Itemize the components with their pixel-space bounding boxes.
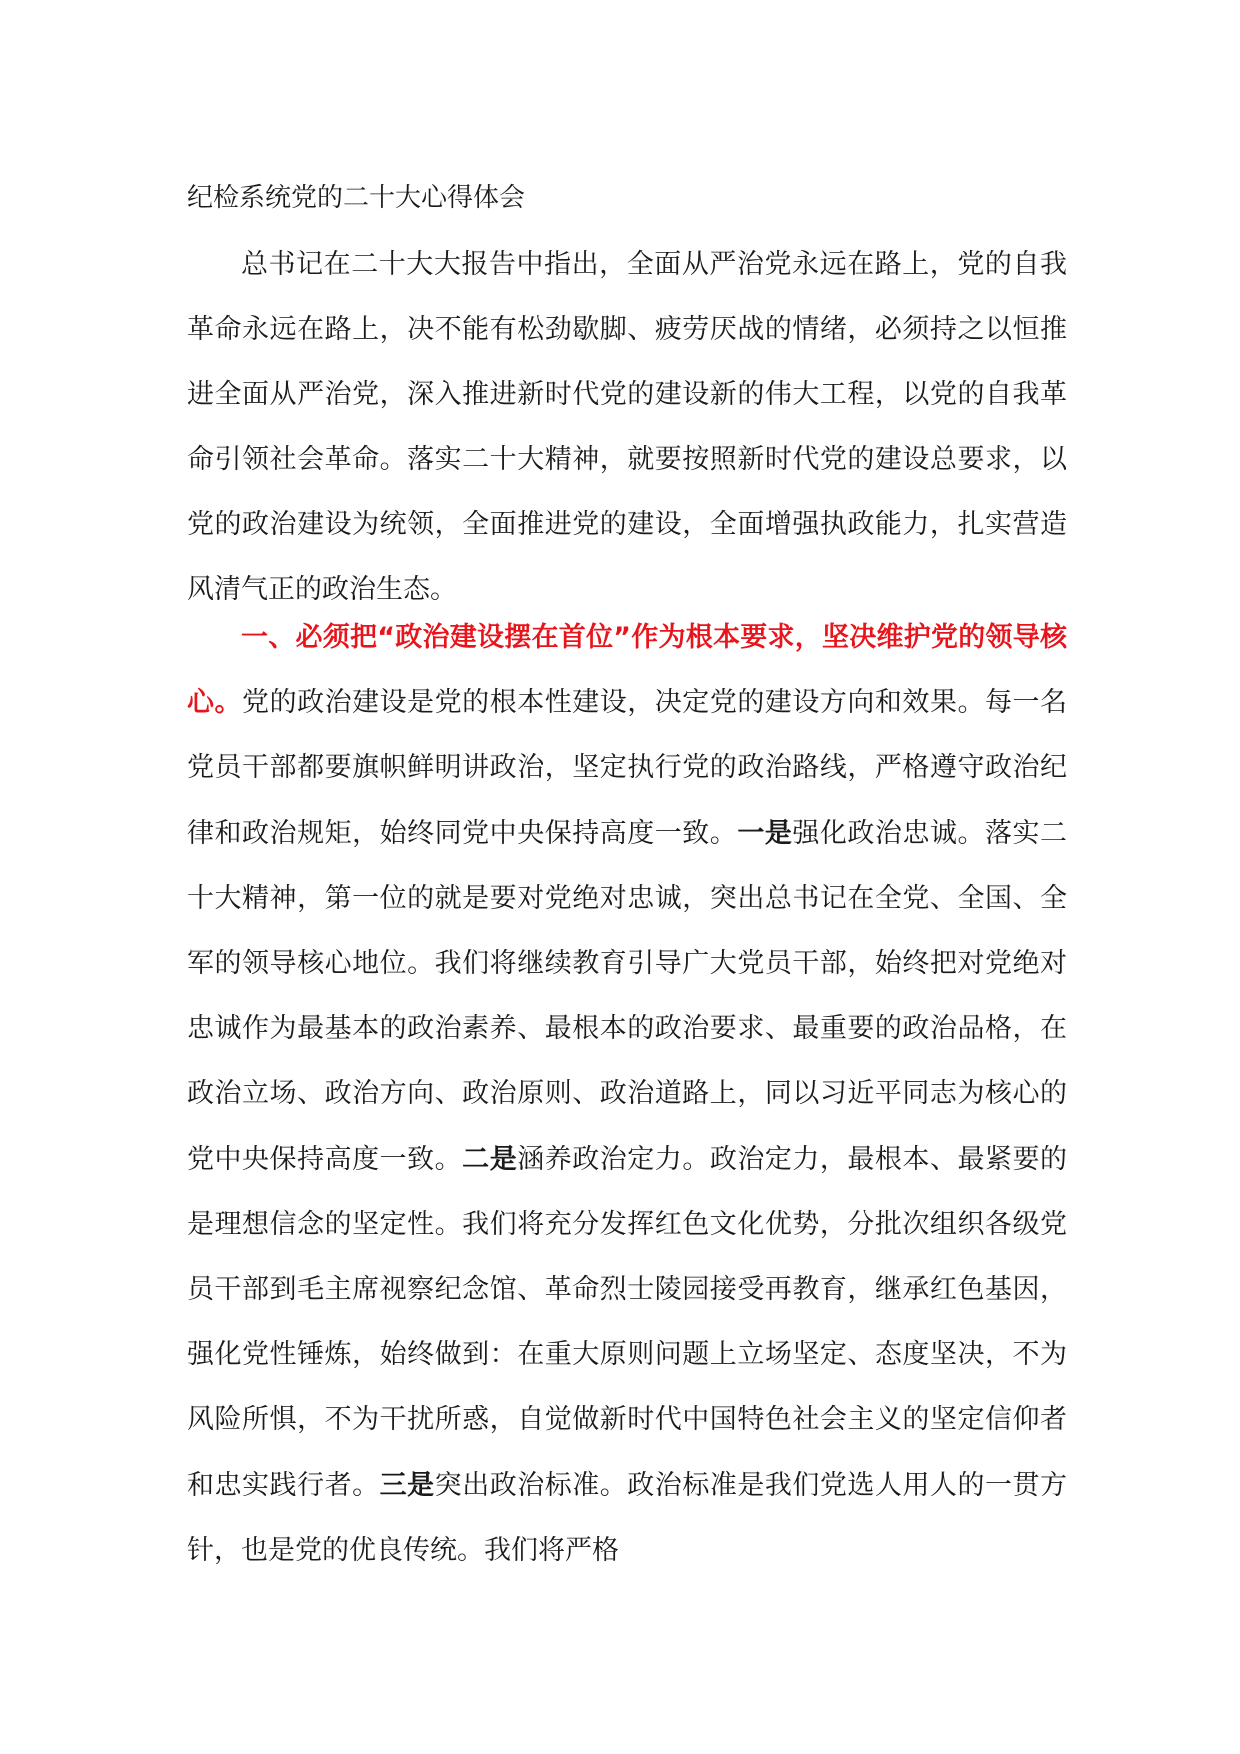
section-text-c: 涵养政治定力。政治定力，最根本、最紧要的是理想信念的坚定性。我们将充分发挥红色文化优势，分批次组织各级党员干部到毛主席视察纪念馆、革命烈士陵园接受再教育，继承红色基因，强化党性锤炼，始终做到：在重大原则问题上立场坚定、态度坚决，不为风险所惧，不为干扰所惑，自觉做新时代中国特色社会主义的坚定信仰者和忠实践行者。 bbox=[187, 1143, 1068, 1501]
document-title: 纪检系统党的二十大心得体会 bbox=[187, 183, 526, 213]
paragraph-intro: 总书记在二十大大报告中指出，全面从严治党永远在路上，党的自我革命永远在路上，决不能有松劲歇脚、疲劳厌战的情绪，必须持之以恒推进全面从严治党，深入推进新时代党的建设新的伟大工程，以党的自我革命引领社会革命。落实二十大精神，就要按照新时代党的建设总要求，以党的政治建设为统领，全面推进党的建设，全面增强执政能力，扎实营造风清气正的政治生态。 bbox=[187, 249, 1067, 605]
section-text-b: 强化政治忠诚。落实二十大精神，第一位的就是要对党绝对忠诚，突出总书记在全党、全国、全军的领导核心地位。我们将继续教育引导广大党员干部，始终把对党绝对忠诚作为最基本的政治素养、最根本的政治要求、最重要的政治品格，在政治立场、政治方向、政治原则、政治道路上，同以习近平同志为核心的党中央保持高度一致。 bbox=[187, 817, 1068, 1175]
point-marker-2: 二是 bbox=[462, 1143, 518, 1175]
section-text-d: 突出政治标准。政治标准是我们党选人用人的一贯方针，也是党的优良传统。我们将严格 bbox=[187, 1469, 1068, 1566]
section-heading: 一、必须把“政治建设摆在首位”作为根本要求，坚决维护党的领导核心。 bbox=[187, 622, 1067, 719]
paragraph-section-one bbox=[187, 605, 1067, 1583]
point-marker-3: 三是 bbox=[379, 1469, 435, 1501]
point-marker-1: 一是 bbox=[737, 817, 793, 849]
section-text-a: 党的政治建设是党的根本性建设，决定党的建设方向和效果。每一名党员干部都要旗帜鲜明讲政治，坚定执行党的政治路线，严格遵守政治纪律和政治规矩，始终同党中央保持高度一致。 bbox=[187, 687, 1068, 849]
